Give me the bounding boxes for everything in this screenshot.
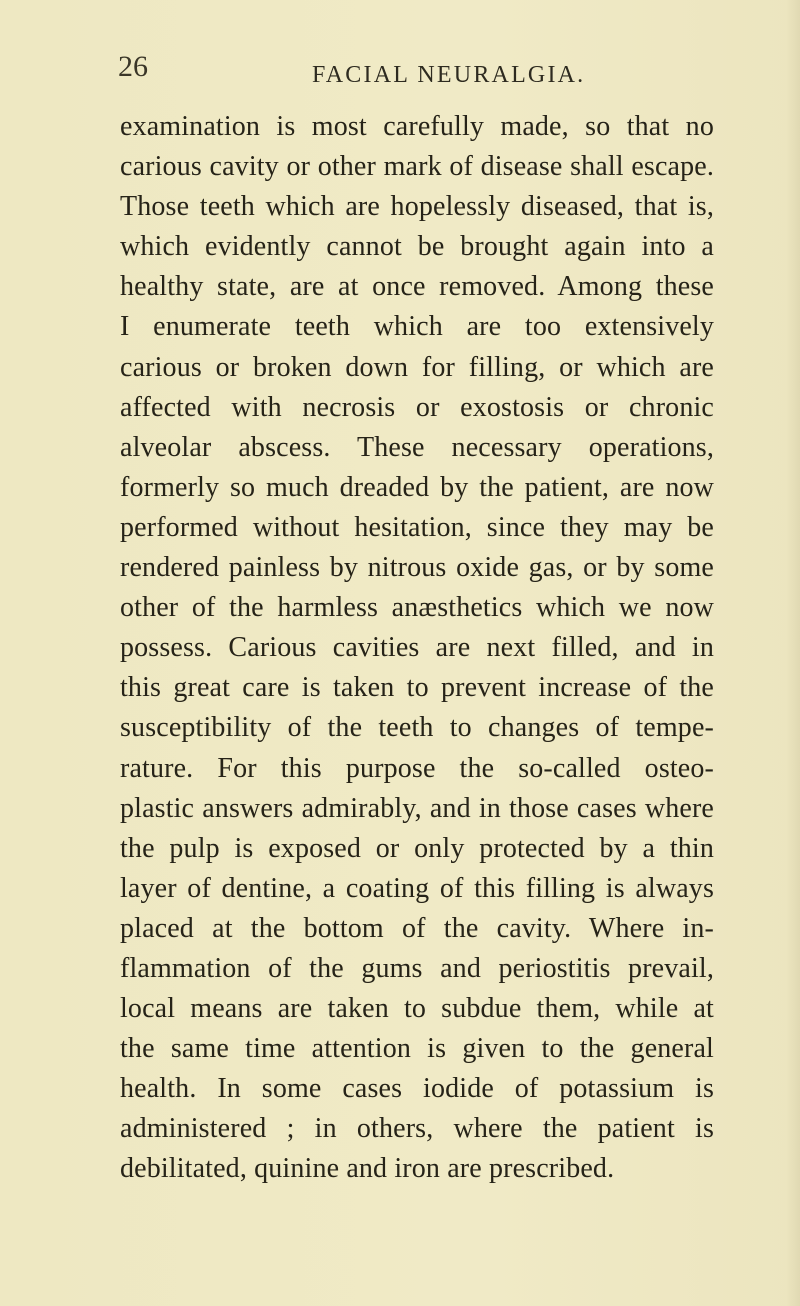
text-line: carious or broken down for filling, or which are xyxy=(120,351,714,383)
text-line: placed at the bottom of the cavity. Where in- xyxy=(120,912,714,944)
text-line: carious cavity or other mark of disease shall escape. xyxy=(120,151,714,183)
text-line: performed without hesitation, since they may be xyxy=(120,511,714,543)
body-text xyxy=(120,107,714,1190)
page-number: 26 xyxy=(118,50,148,83)
text-line: this great care is taken to prevent increase of the xyxy=(120,672,714,704)
running-title: FACIAL NEURALGIA. xyxy=(312,62,586,88)
text-line: rature. For this purpose the so-called osteo- xyxy=(120,752,714,784)
text-line: the pulp is exposed or only protected by a thin xyxy=(120,832,714,864)
text-line: the same time attention is given to the general xyxy=(120,1033,714,1065)
text-line: health. In some cases iodide of potassium is xyxy=(120,1073,714,1105)
text-line: which evidently cannot be brought again into a xyxy=(120,231,714,263)
page-edge-shadow xyxy=(786,0,800,1306)
text-line: susceptibility of the teeth to changes of tempe- xyxy=(120,712,714,744)
text-line: possess. Carious cavities are next filled, and in xyxy=(120,632,714,664)
text-line: healthy state, are at once removed. Among these xyxy=(120,271,714,303)
text-line: affected with necrosis or exostosis or chronic xyxy=(120,391,714,423)
text-line: other of the harmless anæsthetics which we now xyxy=(120,592,714,624)
text-line: flammation of the gums and periostitis prevail, xyxy=(120,952,714,984)
text-line: rendered painless by nitrous oxide gas, or by some xyxy=(120,552,714,584)
text-line: plastic answers admirably, and in those cases where xyxy=(120,792,714,824)
text-line-last: debilitated, quinine and iron are prescribed. xyxy=(120,1153,615,1185)
text-line: alveolar abscess. These necessary operations, xyxy=(120,431,714,463)
text-line: examination is most carefully made, so that no xyxy=(120,111,714,142)
text-line: Those teeth which are hopelessly diseased, that is, xyxy=(120,191,714,223)
text-line: I enumerate teeth which are too extensively xyxy=(120,311,714,343)
text-line: formerly so much dreaded by the patient, are now xyxy=(120,471,714,503)
text-line: local means are taken to subdue them, while at xyxy=(120,993,714,1025)
text-line: administered ; in others, where the patient is xyxy=(120,1113,714,1145)
text-line: layer of dentine, a coating of this filling is always xyxy=(120,872,714,904)
